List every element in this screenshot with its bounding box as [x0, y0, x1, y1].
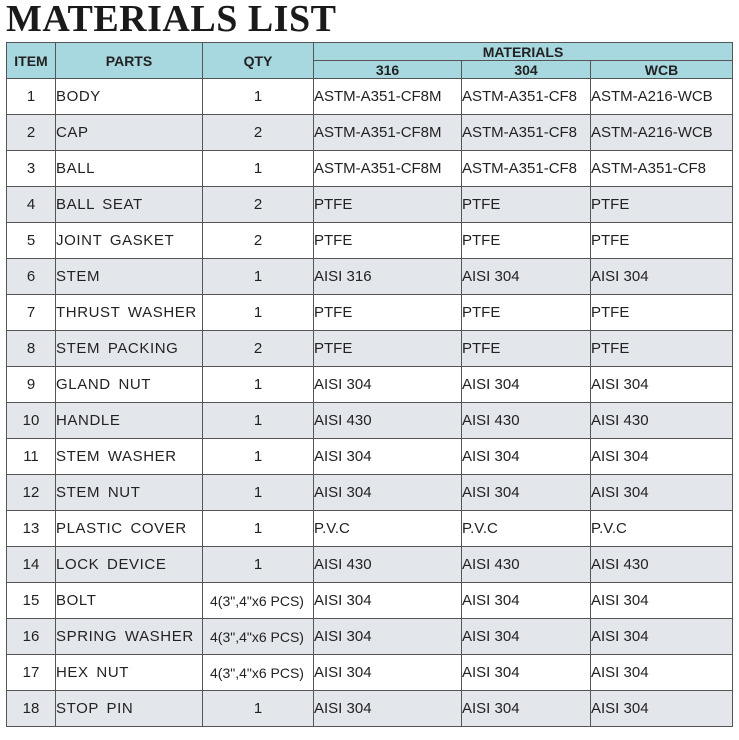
material-wcb-cell: AISI 430: [591, 547, 733, 583]
part-name-cell: BOLT: [56, 583, 203, 619]
material-304-cell: P.V.C: [462, 511, 591, 547]
material-316-cell: AISI 304: [314, 439, 462, 475]
material-wcb-cell: AISI 304: [591, 619, 733, 655]
table-row: [7, 619, 733, 655]
header-qty: QTY: [203, 43, 314, 79]
header-materials: MATERIALS: [314, 43, 733, 61]
material-304-cell: PTFE: [462, 187, 591, 223]
table-row: [7, 547, 733, 583]
quantity-cell: 1: [203, 367, 314, 403]
material-316-cell: ASTM-A351-CF8M: [314, 115, 462, 151]
part-name-cell: STOP PIN: [56, 691, 203, 727]
item-number-cell: 4: [7, 187, 56, 223]
part-name-cell: THRUST WASHER: [56, 295, 203, 331]
quantity-cell: 2: [203, 115, 314, 151]
material-wcb-cell: AISI 304: [591, 583, 733, 619]
material-304-cell: AISI 304: [462, 367, 591, 403]
quantity-cell: 1: [203, 295, 314, 331]
table-row: [7, 403, 733, 439]
material-316-cell: PTFE: [314, 295, 462, 331]
material-304-cell: AISI 304: [462, 259, 591, 295]
material-wcb-cell: AISI 304: [591, 691, 733, 727]
header-parts: PARTS: [56, 43, 203, 79]
quantity-cell: 2: [203, 223, 314, 259]
part-name-cell: STEM NUT: [56, 475, 203, 511]
part-name-cell: STEM PACKING: [56, 331, 203, 367]
material-wcb-cell: AISI 304: [591, 475, 733, 511]
item-number-cell: 7: [7, 295, 56, 331]
quantity-cell: 4(3",4"x6 PCS): [203, 655, 314, 691]
material-316-cell: AISI 304: [314, 367, 462, 403]
quantity-cell: 2: [203, 187, 314, 223]
quantity-cell: 1: [203, 511, 314, 547]
item-number-cell: 8: [7, 331, 56, 367]
material-304-cell: AISI 304: [462, 439, 591, 475]
quantity-cell: 1: [203, 475, 314, 511]
table-row: [7, 187, 733, 223]
item-number-cell: 13: [7, 511, 56, 547]
quantity-cell: 1: [203, 439, 314, 475]
material-wcb-cell: AISI 430: [591, 403, 733, 439]
material-wcb-cell: AISI 304: [591, 655, 733, 691]
page-title: MATERIALS LIST: [6, 0, 337, 40]
quantity-cell: 1: [203, 691, 314, 727]
material-316-cell: AISI 304: [314, 583, 462, 619]
part-name-cell: STEM WASHER: [56, 439, 203, 475]
material-304-cell: AISI 304: [462, 691, 591, 727]
material-wcb-cell: AISI 304: [591, 367, 733, 403]
material-304-cell: AISI 304: [462, 583, 591, 619]
quantity-cell: 1: [203, 547, 314, 583]
material-316-cell: AISI 430: [314, 403, 462, 439]
material-304-cell: PTFE: [462, 295, 591, 331]
material-wcb-cell: ASTM-A216-WCB: [591, 115, 733, 151]
part-name-cell: GLAND NUT: [56, 367, 203, 403]
quantity-cell: 2: [203, 331, 314, 367]
material-304-cell: AISI 304: [462, 619, 591, 655]
material-316-cell: ASTM-A351-CF8M: [314, 151, 462, 187]
material-304-cell: AISI 304: [462, 475, 591, 511]
part-name-cell: LOCK DEVICE: [56, 547, 203, 583]
material-316-cell: AISI 316: [314, 259, 462, 295]
item-number-cell: 5: [7, 223, 56, 259]
item-number-cell: 11: [7, 439, 56, 475]
table-row: [7, 151, 733, 187]
table-row: [7, 79, 733, 115]
material-304-cell: ASTM-A351-CF8: [462, 79, 591, 115]
materials-table: [6, 42, 733, 727]
table-row: [7, 223, 733, 259]
item-number-cell: 14: [7, 547, 56, 583]
material-316-cell: AISI 430: [314, 547, 462, 583]
quantity-cell: 1: [203, 259, 314, 295]
part-name-cell: SPRING WASHER: [56, 619, 203, 655]
part-name-cell: HANDLE: [56, 403, 203, 439]
material-wcb-cell: ASTM-A351-CF8: [591, 151, 733, 187]
table-row: [7, 115, 733, 151]
part-name-cell: BALL SEAT: [56, 187, 203, 223]
quantity-cell: 1: [203, 79, 314, 115]
header-item: ITEM: [7, 43, 56, 79]
header-material-304: 304: [462, 61, 591, 79]
material-wcb-cell: PTFE: [591, 223, 733, 259]
material-316-cell: PTFE: [314, 187, 462, 223]
material-316-cell: AISI 304: [314, 475, 462, 511]
item-number-cell: 3: [7, 151, 56, 187]
item-number-cell: 9: [7, 367, 56, 403]
material-304-cell: AISI 430: [462, 547, 591, 583]
material-316-cell: PTFE: [314, 223, 462, 259]
table-body: [7, 79, 733, 727]
table-row: [7, 511, 733, 547]
table-row: [7, 583, 733, 619]
part-name-cell: BODY: [56, 79, 203, 115]
item-number-cell: 18: [7, 691, 56, 727]
material-304-cell: AISI 430: [462, 403, 591, 439]
material-304-cell: PTFE: [462, 331, 591, 367]
quantity-cell: 1: [203, 403, 314, 439]
table-header: [7, 43, 733, 79]
table-row: [7, 295, 733, 331]
material-wcb-cell: AISI 304: [591, 259, 733, 295]
part-name-cell: STEM: [56, 259, 203, 295]
material-wcb-cell: P.V.C: [591, 511, 733, 547]
part-name-cell: BALL: [56, 151, 203, 187]
table-row: [7, 691, 733, 727]
table-row: [7, 655, 733, 691]
part-name-cell: CAP: [56, 115, 203, 151]
table-row: [7, 475, 733, 511]
header-material-wcb: WCB: [591, 61, 733, 79]
material-wcb-cell: PTFE: [591, 295, 733, 331]
quantity-cell: 4(3",4"x6 PCS): [203, 583, 314, 619]
material-316-cell: ASTM-A351-CF8M: [314, 79, 462, 115]
item-number-cell: 16: [7, 619, 56, 655]
material-304-cell: PTFE: [462, 223, 591, 259]
material-wcb-cell: AISI 304: [591, 439, 733, 475]
material-316-cell: AISI 304: [314, 691, 462, 727]
material-wcb-cell: PTFE: [591, 331, 733, 367]
table-row: [7, 331, 733, 367]
table-row: [7, 367, 733, 403]
part-name-cell: HEX NUT: [56, 655, 203, 691]
material-wcb-cell: ASTM-A216-WCB: [591, 79, 733, 115]
material-316-cell: AISI 304: [314, 619, 462, 655]
part-name-cell: PLASTIC COVER: [56, 511, 203, 547]
item-number-cell: 10: [7, 403, 56, 439]
quantity-cell: 4(3",4"x6 PCS): [203, 619, 314, 655]
material-316-cell: P.V.C: [314, 511, 462, 547]
table-row: [7, 259, 733, 295]
material-316-cell: PTFE: [314, 331, 462, 367]
material-304-cell: ASTM-A351-CF8: [462, 115, 591, 151]
item-number-cell: 6: [7, 259, 56, 295]
item-number-cell: 17: [7, 655, 56, 691]
material-304-cell: ASTM-A351-CF8: [462, 151, 591, 187]
header-material-316: 316: [314, 61, 462, 79]
quantity-cell: 1: [203, 151, 314, 187]
item-number-cell: 1: [7, 79, 56, 115]
part-name-cell: JOINT GASKET: [56, 223, 203, 259]
item-number-cell: 15: [7, 583, 56, 619]
item-number-cell: 12: [7, 475, 56, 511]
table-row: [7, 439, 733, 475]
material-wcb-cell: PTFE: [591, 187, 733, 223]
item-number-cell: 2: [7, 115, 56, 151]
material-316-cell: AISI 304: [314, 655, 462, 691]
material-304-cell: AISI 304: [462, 655, 591, 691]
